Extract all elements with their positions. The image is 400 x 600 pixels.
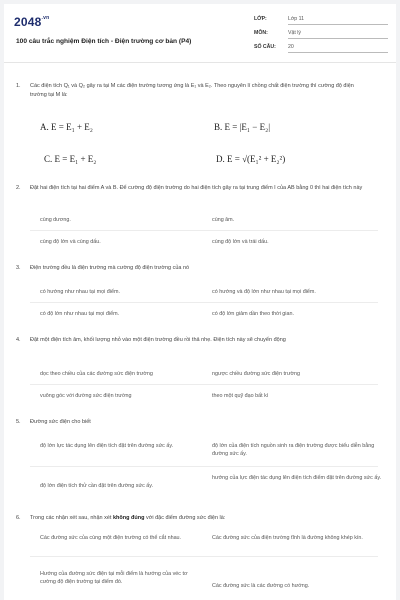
question-1-text: Các điện tích Q₁ và Q₂ gây ra tại M các điện trường tương ứng là E₁ và E₂. Theo nguyên lí chồng chất điện trường thì cường độ điện trường tại M là: xyxy=(30,83,354,98)
divider xyxy=(30,230,378,231)
question-6: 6. Trong các nhận xét sau, nhận xét không đúng với đặc điểm đường sức điện là: xyxy=(16,514,388,523)
question-3-text: Điện trường đều là điện trường mà cường độ điện trường của nó xyxy=(30,265,190,271)
question-6-option-b[interactable]: Các đường sức của điện trường tĩnh là đường không khép kín. xyxy=(212,535,363,541)
question-4-text: Đặt một điện tích âm, khối lượng nhỏ vào một điện trường đều rồi thả nhẹ. Điện tích này sẽ chuyển động xyxy=(30,337,286,343)
divider xyxy=(30,302,378,303)
document-page xyxy=(4,4,396,600)
meta-class: LỚP: Lớp 11 xyxy=(254,16,388,25)
question-1-option-b[interactable]: B. E = |E₁ − E₂| xyxy=(214,122,271,132)
question-5-option-d[interactable]: hướng của lực điện tác dụng lên điện tích điểm đặt trên đường sức ấy. xyxy=(212,475,382,481)
question-3-option-c[interactable]: có độ lớn như nhau tại mọi điểm. xyxy=(40,311,120,317)
question-2-option-c[interactable]: cùng độ lớn và cùng dấu. xyxy=(40,239,101,245)
question-2-option-d[interactable]: cùng độ lớn và trái dấu. xyxy=(212,239,269,245)
question-6-option-c[interactable]: Hướng của đường sức điện tại mỗi điểm là hướng của véc tơ cường độ điện trường tại điểm đó. xyxy=(40,571,188,586)
question-2-text: Đặt hai điện tích tại hai điểm A và B. Để cường độ điện trường do hai điện tích gây ra tại trung điểm I của AB bằng 0 thì hai điện tích này xyxy=(30,185,363,191)
question-5-option-a[interactable]: độ lớn lực tác dụng lên điện tích đặt trên đường sức ấy. xyxy=(40,443,174,449)
question-6-text: Trong các nhận xét sau, nhận xét không đúng với đặc điểm đường sức điện là: xyxy=(30,515,226,521)
question-4-option-a[interactable]: dọc theo chiều của các đường sức điện trường xyxy=(40,371,153,377)
question-6-option-d[interactable]: Các đường sức là các đường có hướng. xyxy=(212,583,310,589)
divider xyxy=(30,556,378,557)
divider xyxy=(30,384,378,385)
question-5-text: Đường sức điện cho biết xyxy=(30,419,91,425)
meta-count: SỐ CÂU: 20 xyxy=(254,44,388,53)
question-3: 3. Điện trường đều là điện trường mà cường độ điện trường của nó xyxy=(16,264,388,273)
divider xyxy=(30,466,378,467)
meta-subject: MÔN: Vật lý xyxy=(254,30,388,39)
question-3-option-a[interactable]: có hướng như nhau tại mọi điểm. xyxy=(40,289,120,295)
question-1: 1. Các điện tích Q₁ và Q₂ gây ra tại M các điện trường tương ứng là E₁ và E₂. Theo nguyên lí chồng chất điện trường thì cường độ điện trường tại M là: xyxy=(16,82,388,99)
question-5-option-b[interactable]: độ lớn của điện tích nguồn sinh ra điện trường được biểu diễn bằng đường sức ấy. xyxy=(212,443,375,458)
question-1-option-a[interactable]: A. E = E₁ + E₂ xyxy=(40,122,93,132)
question-5: 5. Đường sức điện cho biết xyxy=(16,418,388,427)
question-1-option-d[interactable]: D. E = √(E₁² + E₂²) xyxy=(216,154,286,164)
question-6-option-a[interactable]: Các đường sức của cùng một điện trường có thể cắt nhau. xyxy=(40,535,182,541)
site-logo[interactable]: $2048^{.vn}$ xyxy=(14,15,50,29)
question-3-option-b[interactable]: có hướng và độ lớn như nhau tại mọi điểm. xyxy=(212,289,316,295)
question-4-option-c[interactable]: vuông góc với đường sức điện trường xyxy=(40,393,132,399)
question-1-option-c[interactable]: C. E = E₁ + E₂ xyxy=(44,154,97,164)
question-4: 4. Đặt một điện tích âm, khối lượng nhỏ vào một điện trường đều rồi thả nhẹ. Điện tích này sẽ chuyển động xyxy=(16,336,388,345)
question-2-option-a[interactable]: cùng dương. xyxy=(40,217,71,223)
question-2: 2. Đặt hai điện tích tại hai điểm A và B. Để cường độ điện trường do hai điện tích gây ra tại trung điểm I của AB bằng 0 thì hai điện tích này xyxy=(16,184,388,193)
document-header xyxy=(4,4,396,63)
question-5-option-c[interactable]: độ lớn điện tích thử cần đặt trên đường sức ấy. xyxy=(40,483,154,489)
question-2-option-b[interactable]: cùng âm. xyxy=(212,217,235,223)
page-title: 100 câu trắc nghiệm Điện tích - Điện trường cơ bản (P4) xyxy=(16,38,192,45)
question-3-option-d[interactable]: có độ lớn giảm dần theo thời gian. xyxy=(212,311,294,317)
question-4-option-d[interactable]: theo một quỹ đạo bất kì xyxy=(212,393,269,399)
question-4-option-b[interactable]: ngược chiều đường sức điện trường xyxy=(212,371,300,377)
